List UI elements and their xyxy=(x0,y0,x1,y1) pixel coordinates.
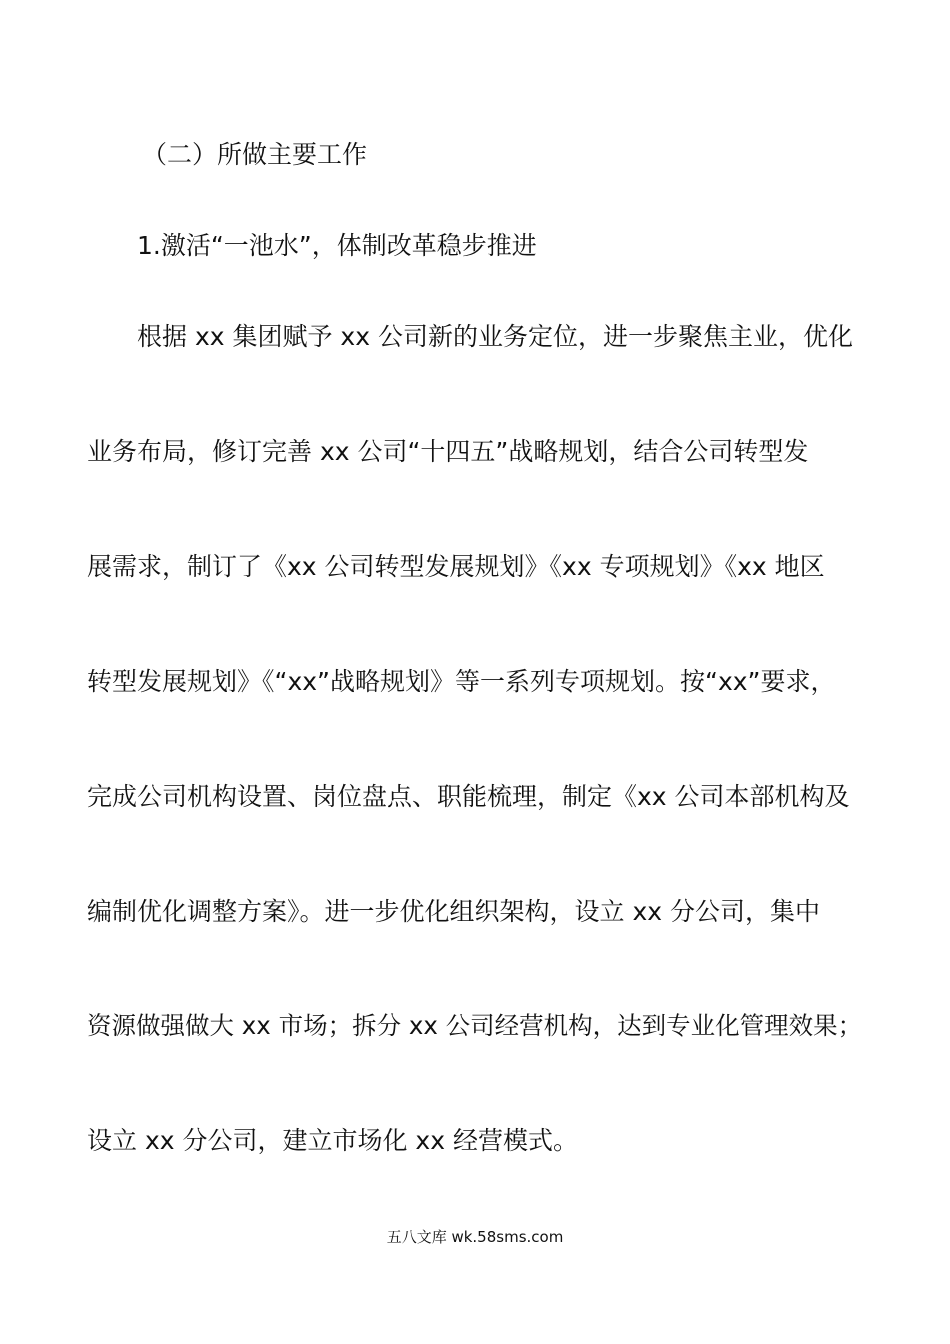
paragraph-line: 转型发展规划》《“xx”战略规划》等一系列专项规划。按“xx”要求， xyxy=(87,667,836,696)
paragraph-line: 完成公司机构设置、岗位盘点、职能梳理，制定《xx 公司本部机构及 xyxy=(87,782,850,811)
subheading: 1.激活“一池水”，体制改革稳步推进 xyxy=(137,231,537,260)
paragraph-line: 根据 xx 集团赋予 xx 公司新的业务定位，进一步聚焦主业，优化 xyxy=(137,322,853,351)
paragraph-line: 设立 xx 分公司，建立市场化 xx 经营模式。 xyxy=(87,1126,578,1155)
paragraph-line: 资源做强做大 xx 市场；拆分 xx 公司经营机构，达到专业化管理效果； xyxy=(87,1011,863,1040)
paragraph-line: 业务布局，修订完善 xx 公司“十四五”战略规划，结合公司转型发 xyxy=(87,437,809,466)
paragraph-line: 展需求，制订了《xx 公司转型发展规划》《xx 专项规划》《xx 地区 xyxy=(87,552,825,581)
section-heading: （二）所做主要工作 xyxy=(142,140,368,169)
footer-watermark: 五八文库 wk.58sms.com xyxy=(386,1228,564,1246)
paragraph-line: 编制优化调整方案》。进一步优化组织架构，设立 xx 分公司，集中 xyxy=(87,897,820,926)
